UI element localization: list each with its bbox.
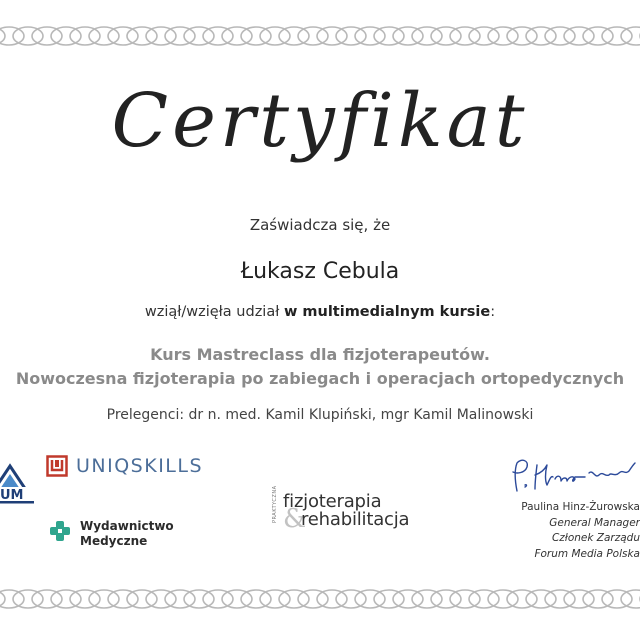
- magazine-title-line-1: fizjoterapia: [283, 491, 382, 512]
- chain-link: [583, 27, 613, 45]
- chain-link: [146, 27, 176, 45]
- chain-link: [526, 27, 556, 45]
- chain-link: [108, 590, 138, 608]
- chain-link: [222, 590, 252, 608]
- chain-link: [450, 590, 480, 608]
- signatory-role-1: General Manager: [549, 516, 640, 529]
- bottom-chain-border: [0, 587, 640, 611]
- chain-link: [241, 590, 271, 608]
- chain-link: [203, 590, 233, 608]
- chain-link: [564, 27, 594, 45]
- chain-link: [89, 590, 119, 608]
- chain-link: [127, 590, 157, 608]
- certifies-text: Zaświadcza się, że: [249, 216, 391, 234]
- chain-link: [393, 27, 423, 45]
- signatory-name: Paulina Hinz-Żurowska: [521, 501, 640, 513]
- chain-link: [0, 27, 24, 45]
- top-chain-border: [0, 24, 640, 48]
- course-title-line-2: Nowoczesna fizjoterapia po zabiegach i operacjach ortopedycznych: [15, 369, 625, 388]
- chain-link: [260, 590, 290, 608]
- chain-link: [393, 590, 423, 608]
- chain-link: [260, 27, 290, 45]
- chain-link: [108, 27, 138, 45]
- chain-link: [70, 590, 100, 608]
- chain-link: [374, 27, 404, 45]
- uniqskills-logo: [46, 455, 203, 477]
- chain-link: [412, 590, 442, 608]
- chain-link: [431, 590, 461, 608]
- chain-link: [488, 590, 518, 608]
- handwritten-signature: [505, 455, 640, 495]
- forum-logo-text: UM: [0, 488, 24, 503]
- chain-link: [336, 590, 366, 608]
- chain-link: [545, 590, 575, 608]
- chain-link: [298, 27, 328, 45]
- chain-link: [203, 27, 233, 45]
- chain-link: [13, 27, 43, 45]
- chain-link: [564, 590, 594, 608]
- chain-link: [0, 590, 24, 608]
- wydawnictwo-medyczne-logo: [48, 519, 174, 549]
- magazine-side-label: PRAKTYCZNA: [272, 485, 278, 523]
- chain-link: [184, 27, 214, 45]
- chain-link: [127, 27, 157, 45]
- magazine-title-line-2: rehabilitacja: [301, 509, 410, 530]
- chain-link: [0, 27, 5, 45]
- participation-prefix: wziął/wzięła udział: [144, 304, 284, 320]
- chain-link: [51, 27, 81, 45]
- chain-link: [602, 27, 632, 45]
- medical-cross-icon: [48, 519, 72, 543]
- participation-emphasis: w multimedialnym kursie: [283, 304, 491, 320]
- recipient-name: Łukasz Cebula: [240, 259, 400, 284]
- chain-link: [412, 27, 442, 45]
- chain-link: [583, 590, 613, 608]
- chain-link: [279, 590, 309, 608]
- magazine-ampersand: &: [283, 504, 307, 534]
- course-title-line-1: Kurs Mastreclass dla fizjoterapeutów.: [150, 345, 490, 364]
- chain-link: [222, 27, 252, 45]
- chain-link: [165, 590, 195, 608]
- speakers-text: Prelegenci: dr n. med. Kamil Klupiński, mgr Kamil Malinowski: [106, 407, 534, 423]
- chain-link: [336, 27, 366, 45]
- chain-link: [431, 27, 461, 45]
- chain-link: [469, 590, 499, 608]
- chain-link: [507, 590, 537, 608]
- chain-link: [32, 590, 62, 608]
- chain-link: [89, 27, 119, 45]
- uniqskills-mark-icon: [46, 455, 68, 477]
- chain-link: [317, 590, 347, 608]
- chain-link: [13, 590, 43, 608]
- chain-link: [184, 590, 214, 608]
- chain-link: [507, 27, 537, 45]
- publisher-line-1: Wydawnictwo: [80, 519, 174, 533]
- chain-link: [317, 27, 347, 45]
- chain-link: [241, 27, 271, 45]
- chain-link: [70, 27, 100, 45]
- chain-link: [32, 27, 62, 45]
- chain-link: [355, 590, 385, 608]
- chain-link: [298, 590, 328, 608]
- forum-media-logo: [0, 458, 34, 506]
- signatory-company: Forum Media Polska: [534, 547, 640, 560]
- signatory-role-2: Członek Zarządu: [551, 532, 640, 544]
- chain-link: [165, 27, 195, 45]
- chain-link: [621, 590, 640, 608]
- chain-link: [469, 27, 499, 45]
- chain-link: [374, 590, 404, 608]
- fizjoterapia-rehabilitacja-logo: [270, 487, 420, 537]
- publisher-line-2: Medyczne: [80, 534, 148, 548]
- chain-link: [526, 590, 556, 608]
- signatory-block: [470, 500, 640, 562]
- certificate-title: Certyfikat: [111, 78, 529, 164]
- chain-link: [450, 27, 480, 45]
- chain-link: [51, 590, 81, 608]
- participation-suffix: :: [490, 304, 496, 320]
- participation-text: [0, 304, 640, 320]
- chain-link: [0, 590, 5, 608]
- chain-link: [355, 27, 385, 45]
- chain-link: [488, 27, 518, 45]
- chain-link: [545, 27, 575, 45]
- chain-link: [621, 27, 640, 45]
- chain-link: [146, 590, 176, 608]
- chain-link: [602, 590, 632, 608]
- uniqskills-text: UNIQSKILLS: [76, 455, 204, 477]
- chain-link: [279, 27, 309, 45]
